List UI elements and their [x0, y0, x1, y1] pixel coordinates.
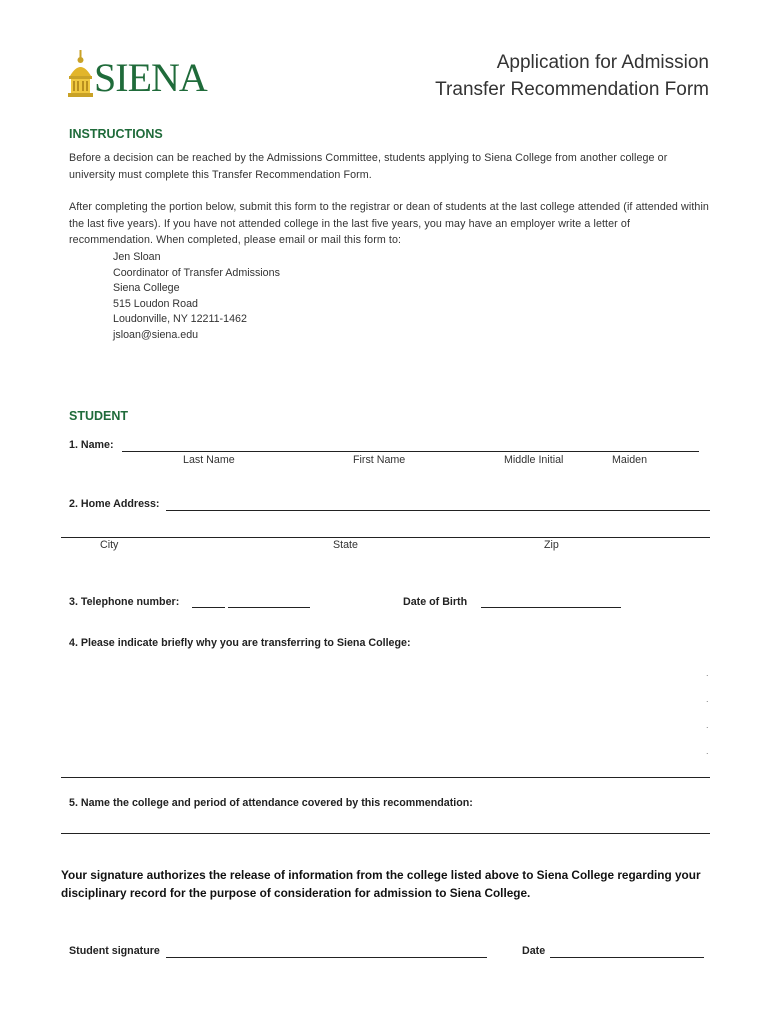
form-title-line1: Application for Admission — [496, 52, 709, 73]
authorization-statement: Your signature authorizes the release of information from the college listed above to Siena College regarding your disciplinary record for the purpose of consideration for admission to Siena College. — [61, 868, 701, 900]
address-line: Siena College — [113, 282, 180, 294]
college-attendance-field[interactable] — [61, 833, 710, 834]
transfer-reason-label: 4. Please indicate briefly why you are transferring to Siena College: — [69, 637, 411, 649]
college-attendance-label: 5. Name the college and period of attendance covered by this recommendation: — [69, 797, 473, 809]
telephone-area-code-field[interactable] — [192, 607, 225, 608]
address-line: 515 Loudon Road — [113, 297, 198, 310]
address-line: Loudonville, NY 12211-1462 — [113, 313, 247, 325]
signature-date-field[interactable] — [550, 957, 704, 958]
home-address-label: 2. Home Address: — [69, 498, 160, 510]
last-name-caption: Last Name — [183, 454, 235, 466]
address-line: Coordinator of Transfer Admissions — [113, 266, 280, 279]
margin-mark: . — [706, 668, 709, 678]
siena-logo — [66, 48, 216, 100]
zip-caption: Zip — [544, 539, 559, 551]
margin-mark: . — [706, 720, 709, 730]
instructions-paragraph-2: After completing the portion below, submit this form to the registrar or dean of students at the last college attended (if attended within the last five years). If you have not attended college in the last five years, you may have an employer write a letter of recommendation. When completed, please email or mail this form to: — [69, 201, 709, 246]
instructions-paragraph-1: Before a decision can be reached by the Admissions Committee, students applying to Siena College from another college or university must complete this Transfer Recommendation Form. — [69, 152, 668, 181]
home-address-field[interactable] — [166, 510, 710, 511]
home-address-field-line2[interactable] — [61, 537, 710, 538]
student-signature-field[interactable] — [166, 957, 487, 958]
telephone-number-field[interactable] — [228, 607, 310, 608]
form-title-line2: Transfer Recommendation Form — [435, 79, 709, 100]
transfer-reason-field[interactable] — [61, 777, 710, 778]
instructions-heading: INSTRUCTIONS — [69, 127, 163, 141]
student-signature-label: Student signature — [69, 945, 160, 957]
first-name-caption: First Name — [353, 454, 406, 466]
name-label: 1. Name: — [69, 439, 114, 451]
logo-wordmark: SIENA — [94, 55, 207, 100]
address-email: jsloan@siena.edu — [113, 328, 199, 341]
state-caption: State — [333, 539, 358, 551]
date-label: Date — [522, 945, 546, 957]
telephone-label: 3. Telephone number: — [69, 596, 180, 608]
dome-icon — [66, 50, 96, 100]
name-field[interactable] — [122, 451, 699, 452]
maiden-caption: Maiden — [612, 454, 648, 466]
mailing-address — [113, 250, 280, 343]
date-of-birth-label: Date of Birth — [403, 596, 468, 608]
margin-mark: . — [706, 694, 709, 704]
date-of-birth-field[interactable] — [481, 607, 621, 608]
middle-initial-caption: Middle Initial — [504, 454, 564, 466]
city-caption: City — [100, 539, 119, 551]
address-line: Jen Sloan — [113, 251, 161, 263]
margin-mark: . — [706, 746, 709, 756]
student-heading: STUDENT — [69, 409, 129, 423]
